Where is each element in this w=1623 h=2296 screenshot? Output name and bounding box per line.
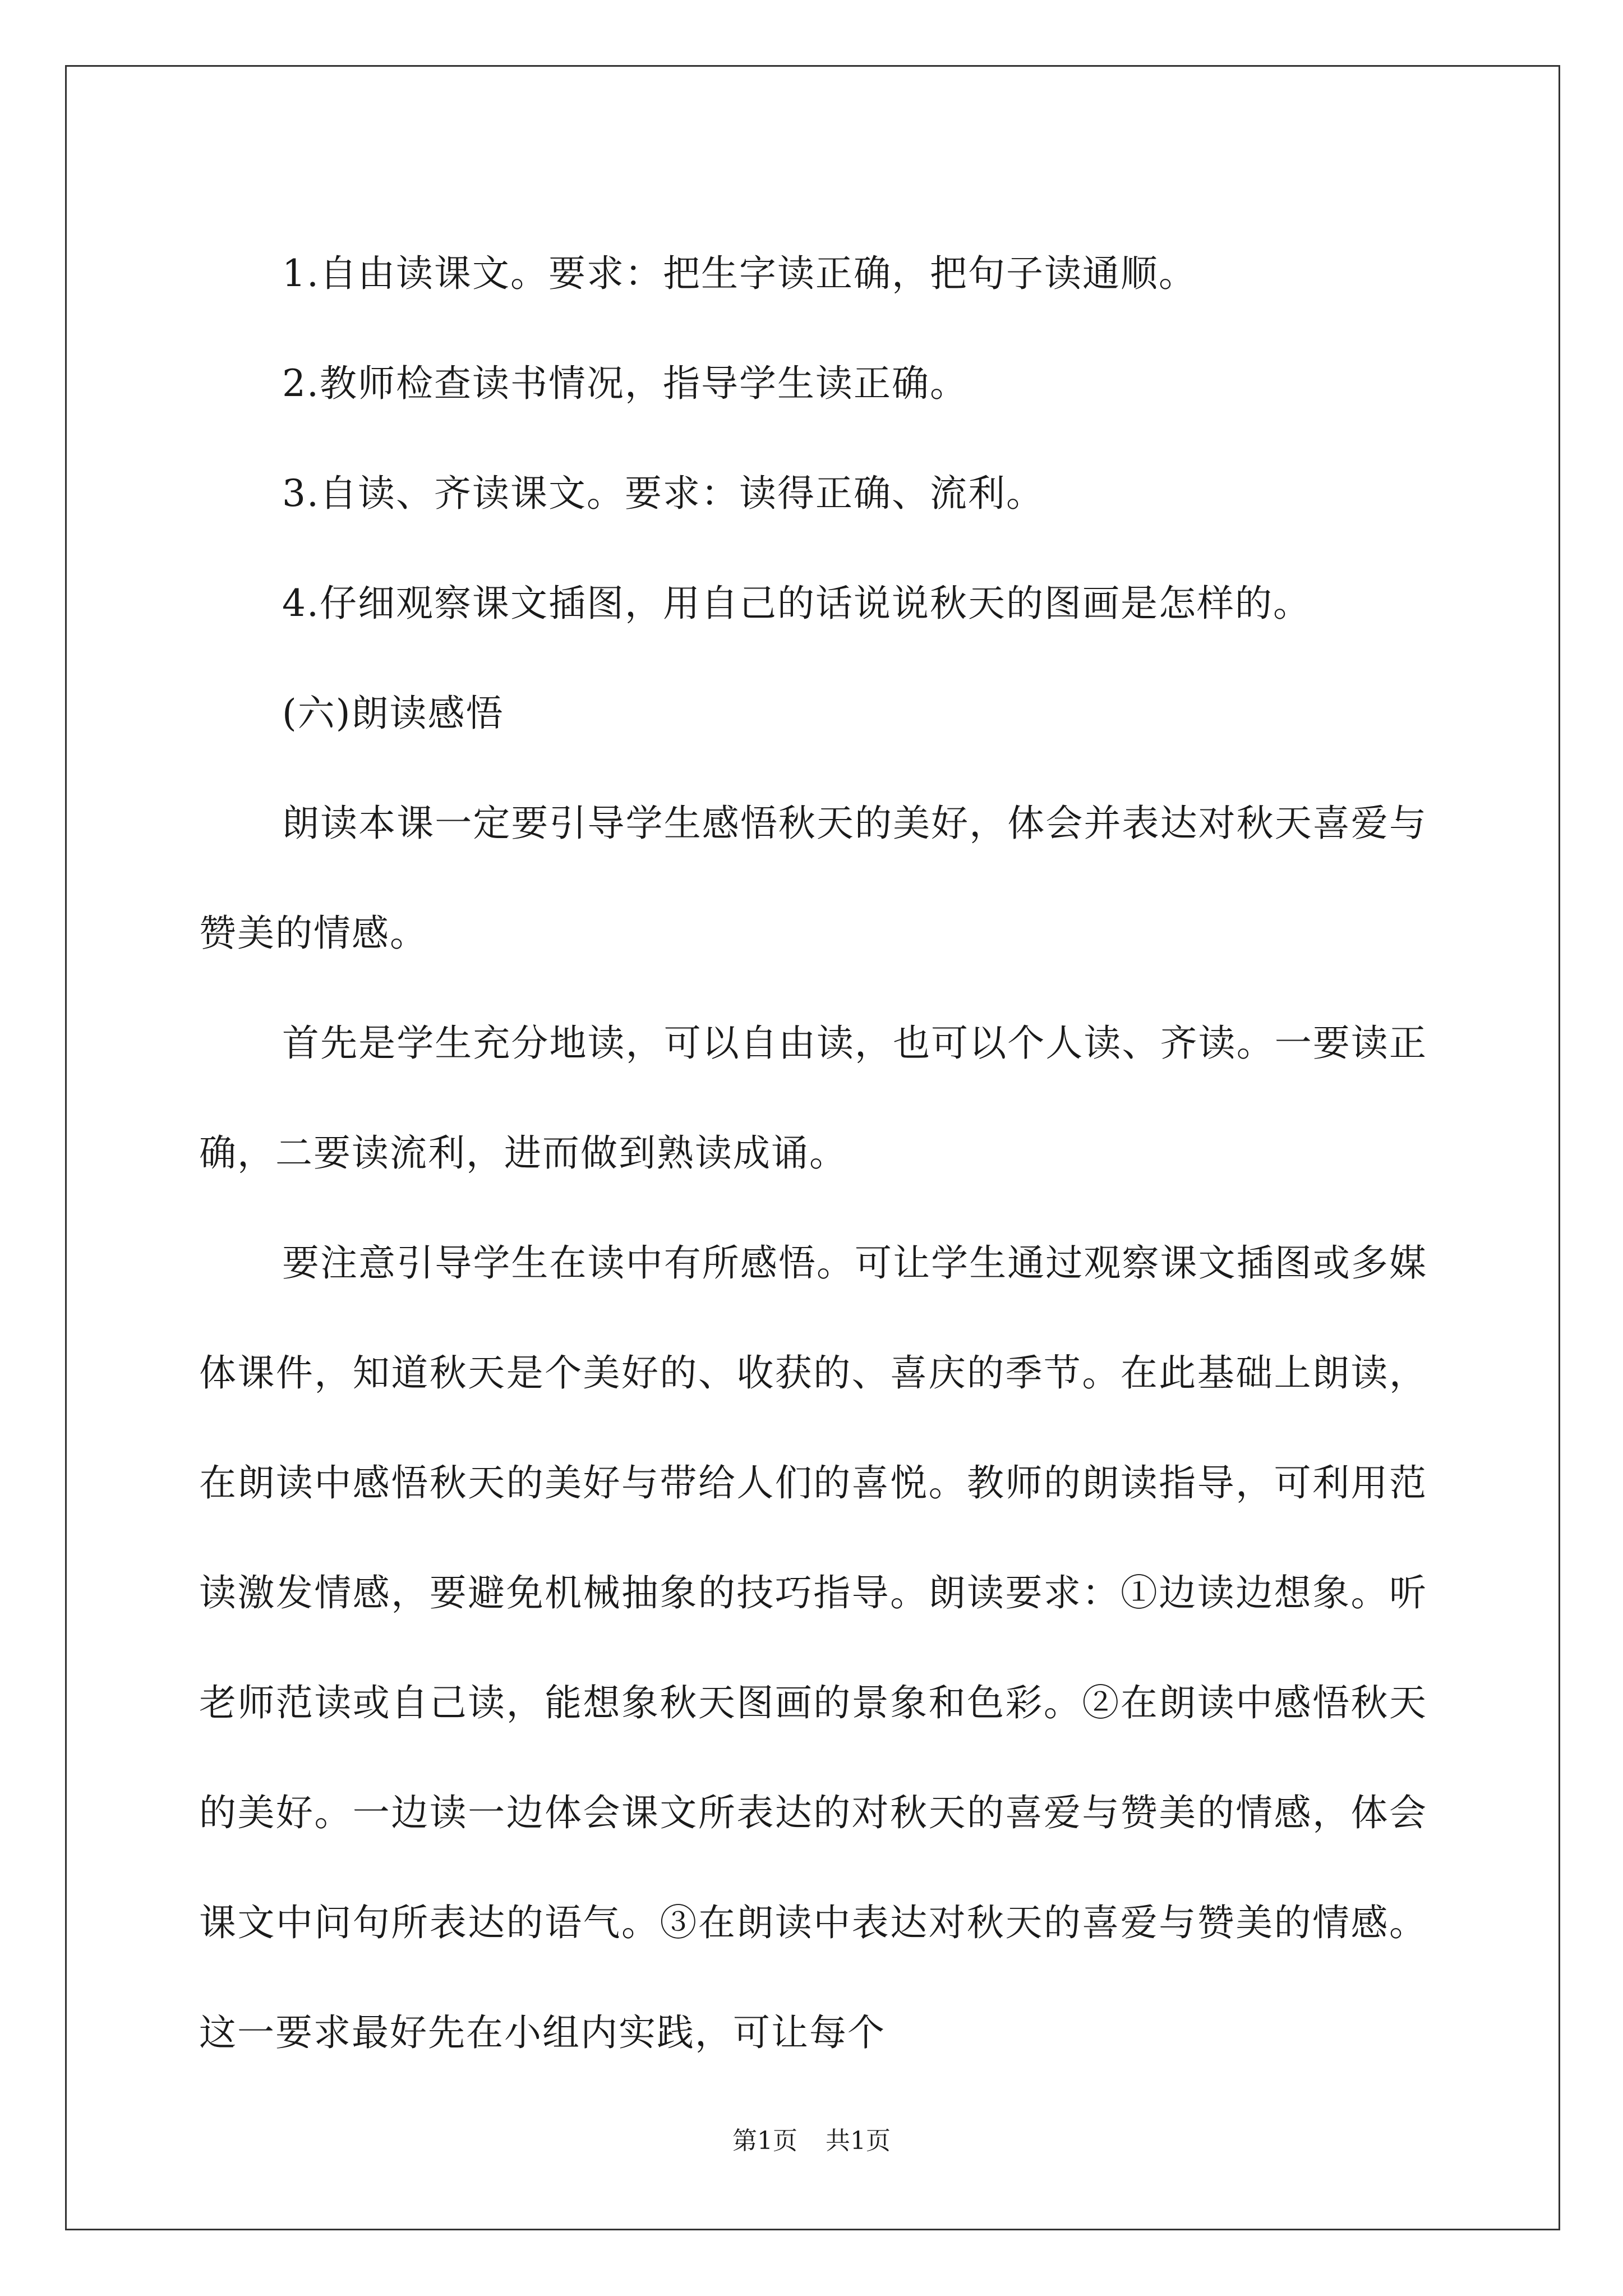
paragraph-5: 朗读本课一定要引导学生感悟秋天的美好，体会并表达对秋天喜爱与赞美的情感。 bbox=[199, 802, 1427, 955]
paragraph-4: 4.仔细观察课文插图，用自己的话说说秋天的图画是怎样的。 bbox=[282, 582, 1311, 625]
section-heading: (六)朗读感悟 bbox=[282, 692, 504, 735]
paragraph-7: 要注意引导学生在读中有所感悟。可让学生通过观察课文插图或多媒体课件，知道秋天是个美好的、收获的、喜庆的季节。在此基础上朗读，在朗读中感悟秋天的美好与带给人们的喜悦。教师的朗读指导，可利用范读激发情感，要避免机械抽象的技巧指导。朗读要求：①边读边想象。听老师范读或自己读，能想象秋天图画的景象和色彩。②在朗读中感悟秋天的美好。一边读一边体会课文所表达的对秋天的喜爱与赞美的情感，体会课文中问句所表达的语气。③在朗读中表达对秋天的喜爱与赞美的情感。这一要求最好先在小组内实践，可让每个 bbox=[199, 1241, 1427, 2054]
document-body bbox=[199, 219, 1427, 2088]
paragraph-3: 3.自读、齐读课文。要求：读得正确、流利。 bbox=[282, 472, 1044, 515]
paragraph-2: 2.教师检查读书情况，指导学生读正确。 bbox=[282, 362, 968, 405]
paragraph-1: 1.自由读课文。要求：把生字读正确，把句子读通顺。 bbox=[282, 252, 1197, 295]
page-number: 第1页 bbox=[732, 2127, 797, 2155]
paragraph-6: 首先是学生充分地读，可以自由读，也可以个人读、齐读。一要读正确，二要读流利，进而做到熟读成诵。 bbox=[199, 1022, 1427, 1175]
page-total: 共1页 bbox=[826, 2127, 891, 2155]
page-footer bbox=[0, 2124, 1623, 2158]
